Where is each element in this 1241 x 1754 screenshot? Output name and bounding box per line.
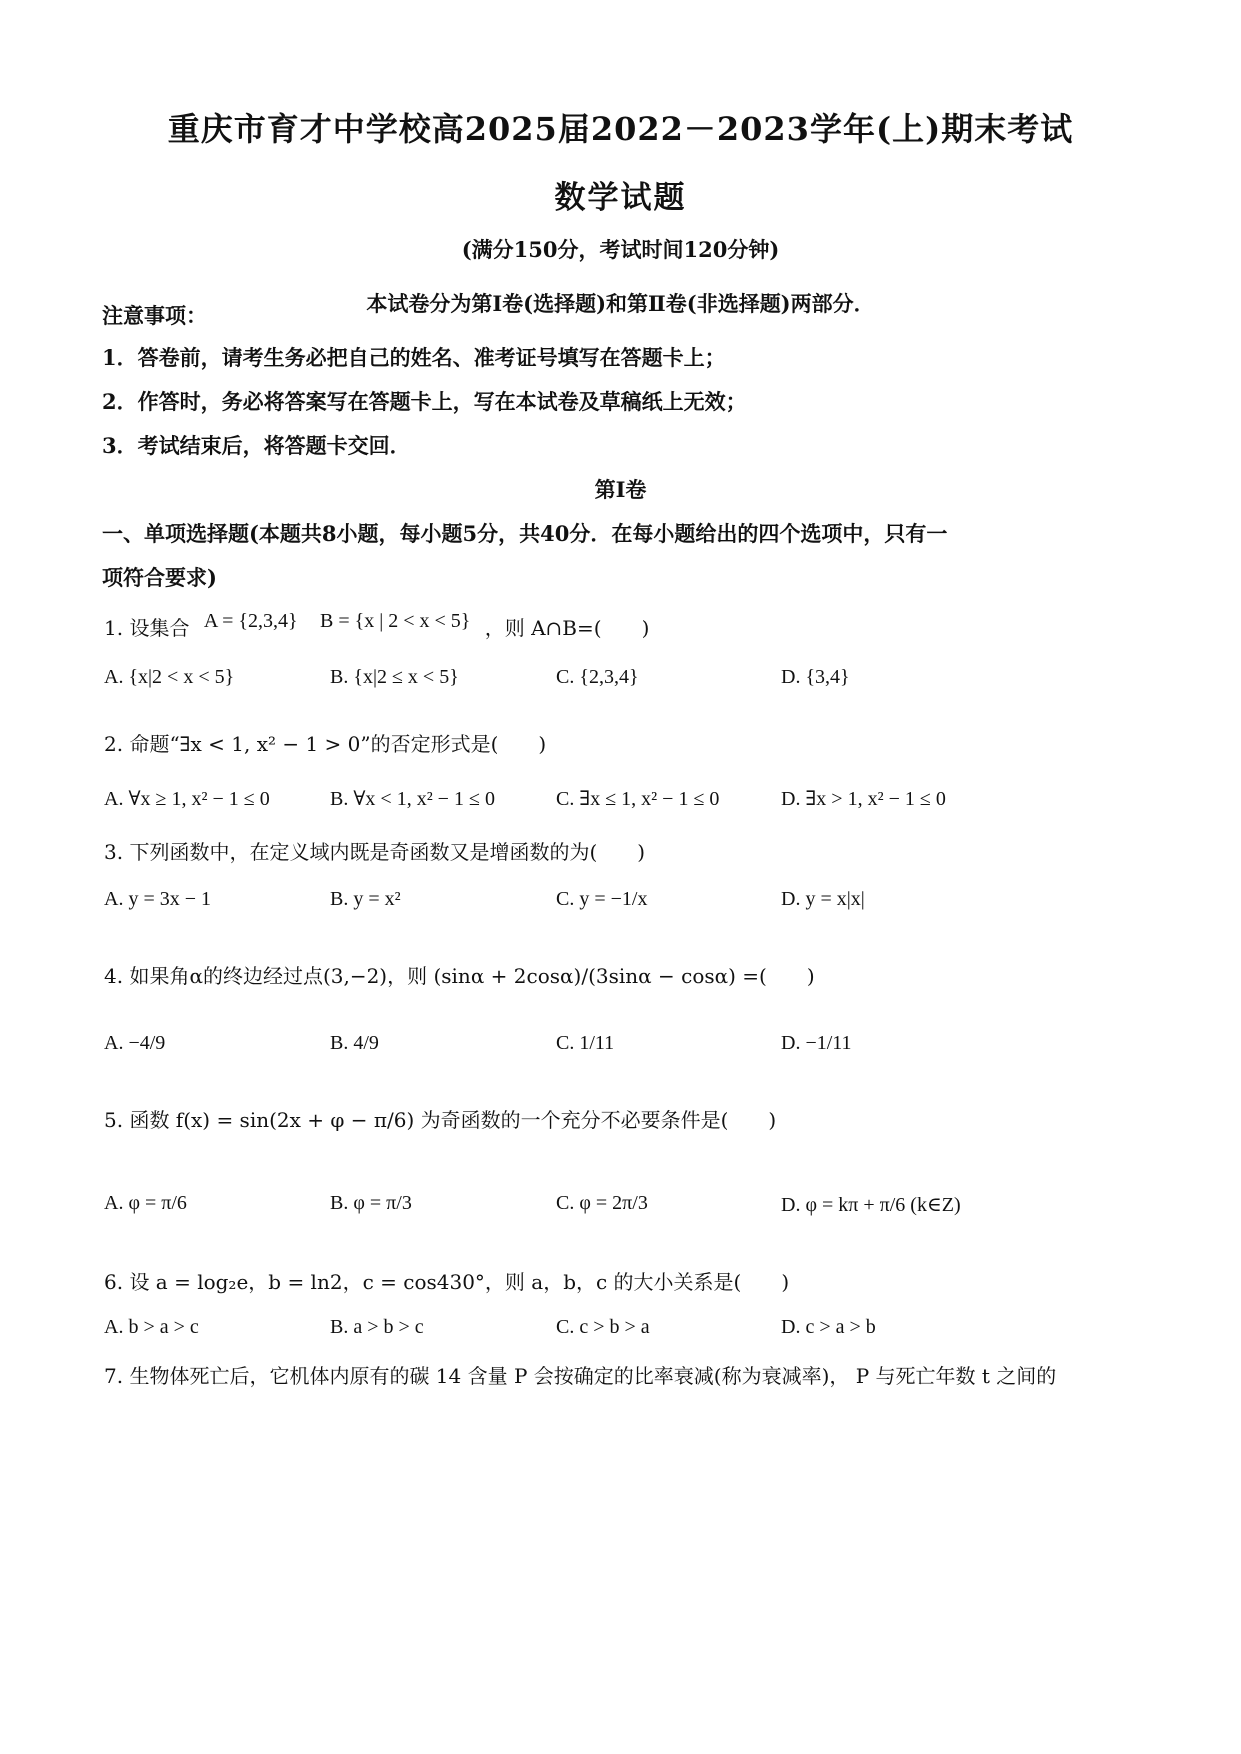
q4-option-d: D. −1/11 bbox=[781, 1032, 852, 1054]
question-5: 5. 函数 f(x) = sin(2x + φ − π/6) 为奇函数的一个充分不必要条件是( ) bbox=[104, 1108, 777, 1132]
q6-option-b: B. a > b > c bbox=[330, 1316, 424, 1338]
q6-option-c: C. c > b > a bbox=[556, 1316, 650, 1338]
exam-intro: 本试卷分为第Ⅰ卷(选择题)和第Ⅱ卷(非选择题)两部分． bbox=[366, 291, 875, 316]
q1-prefix: 1. 设集合 bbox=[104, 616, 190, 640]
q1-set-a: A = {2,3,4} bbox=[203, 610, 298, 632]
question-6: 6. 设 a = log₂e，b = ln2，c = cos430°，则 a，b，c 的大小关系是( ) bbox=[104, 1270, 790, 1294]
q3-option-c: C. y = −1/x bbox=[556, 888, 648, 910]
exam-subtitle: 数学试题 bbox=[554, 180, 687, 216]
q1-option-c: C. {2,3,4} bbox=[556, 666, 639, 688]
question-1 bbox=[104, 612, 649, 641]
q2-option-c: C. ∃x ≤ 1, x² − 1 ≤ 0 bbox=[556, 788, 720, 810]
q2-option-d: D. ∃x > 1, x² − 1 ≤ 0 bbox=[781, 788, 946, 810]
exam-title: 重庆市育才中学校高2025届2022－2023学年(上)期末考试 bbox=[167, 110, 1074, 148]
q6-option-d: D. c > a > b bbox=[781, 1316, 876, 1338]
section-heading-line2: 项符合要求) bbox=[102, 565, 217, 590]
q5-option-b: B. φ = π/3 bbox=[330, 1192, 412, 1214]
q4-option-a: A. −4/9 bbox=[104, 1032, 166, 1054]
q1-option-d: D. {3,4} bbox=[781, 666, 850, 688]
q1-option-b: B. {x|2 ≤ x < 5} bbox=[330, 666, 459, 688]
q1-set-b: B = {x | 2 < x < 5} bbox=[320, 610, 471, 632]
q5-option-c: C. φ = 2π/3 bbox=[556, 1192, 648, 1214]
question-3: 3. 下列函数中，在定义域内既是奇函数又是增函数的为( ) bbox=[104, 840, 646, 864]
q5-option-a: A. φ = π/6 bbox=[104, 1192, 187, 1214]
note-item-1: 1．答卷前，请考生务必把自己的姓名、准考证号填写在答题卡上； bbox=[102, 345, 726, 370]
q1-suffix: ，则 A∩B=( ) bbox=[484, 616, 650, 640]
q3-option-a: A. y = 3x − 1 bbox=[104, 888, 212, 910]
question-7: 7. 生物体死亡后，它机体内原有的碳 14 含量 P 会按确定的比率衰减(称为衰减率)， P 与死亡年数 t 之间的 bbox=[104, 1364, 1057, 1388]
notes-heading: 注意事项： bbox=[102, 303, 207, 328]
note-item-2: 2．作答时，务必将答案写在答题卡上，写在本试卷及草稿纸上无效； bbox=[102, 389, 747, 414]
q2-option-b: B. ∀x < 1, x² − 1 ≤ 0 bbox=[330, 788, 495, 810]
q4-option-c: C. 1/11 bbox=[556, 1032, 615, 1054]
q3-option-b: B. y = x² bbox=[330, 888, 401, 910]
q5-option-d: D. φ = kπ + π/6 (k∈Z) bbox=[781, 1194, 961, 1216]
q6-option-a: A. b > a > c bbox=[104, 1316, 199, 1338]
q3-option-d: D. y = x|x| bbox=[781, 888, 865, 910]
q4-option-b: B. 4/9 bbox=[330, 1032, 379, 1054]
question-2: 2. 命题“∃x < 1, x² − 1 > 0”的否定形式是( ) bbox=[104, 732, 547, 756]
part1-heading: 第Ⅰ卷 bbox=[594, 477, 647, 502]
question-4: 4. 如果角α的终边经过点(3,−2)，则 (sinα + 2cosα)/(3sinα − cosα) =( ) bbox=[104, 964, 815, 988]
exam-meta: (满分150分，考试时间120分钟) bbox=[461, 237, 780, 262]
q2-option-a: A. ∀x ≥ 1, x² − 1 ≤ 0 bbox=[104, 788, 270, 810]
q1-option-a: A. {x|2 < x < 5} bbox=[104, 666, 235, 688]
note-item-3: 3．考试结束后，将答题卡交回． bbox=[102, 433, 411, 458]
section-heading-line1: 一、单项选择题(本题共8小题，每小题5分，共40分．在每小题给出的四个选项中，只有一 bbox=[102, 521, 948, 546]
